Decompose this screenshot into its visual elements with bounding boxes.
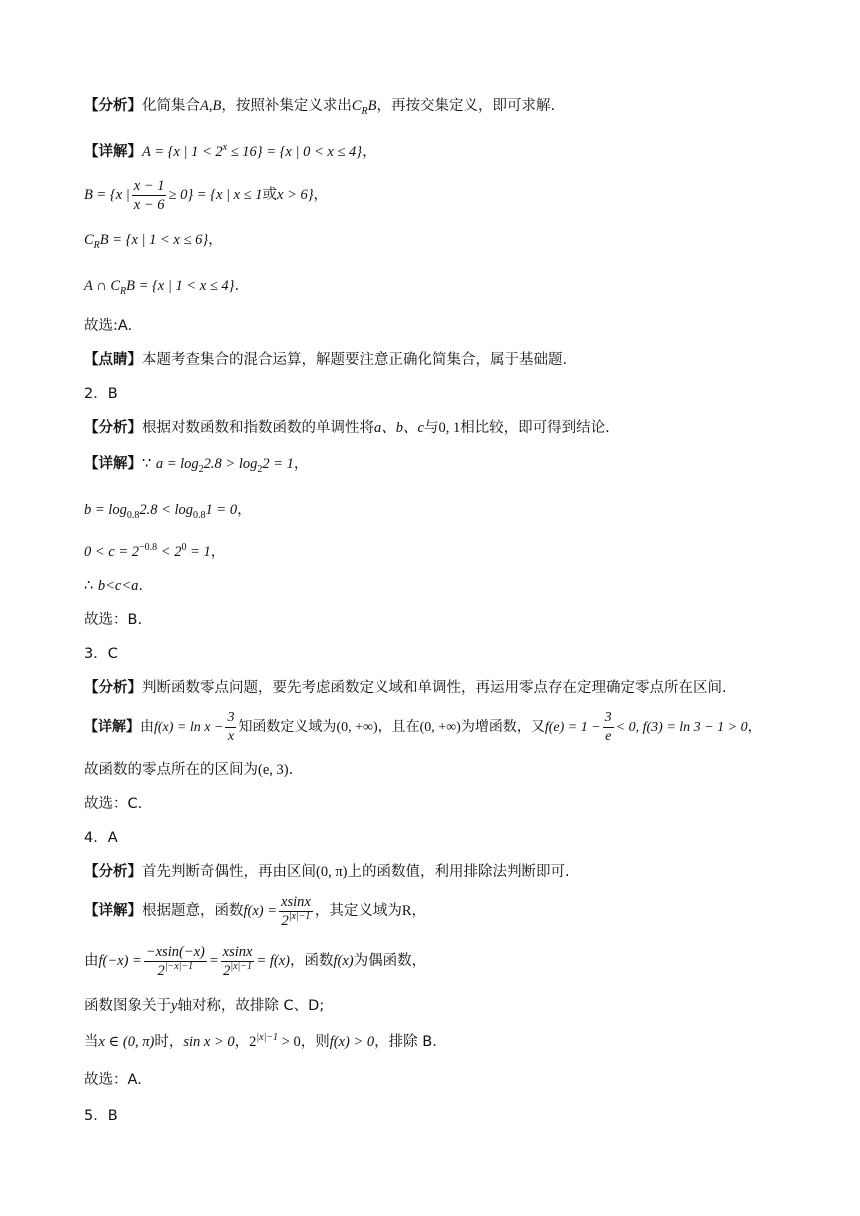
q1-comment: 【点睛】本题考查集合的混合运算，解题要注意正确化简集合，属于基础题. (84, 352, 568, 368)
q4-answer: 4．A (84, 830, 118, 846)
q1-choice: 故选:A. (84, 318, 133, 334)
q5-answer: 5．B (84, 1108, 118, 1124)
q1-detail-line2: B = {x | $\frac{x - 1}{x - 6}$ ≥ 0} = {x | x ≤ 1或x > 6}， (84, 177, 329, 213)
fraction: $\frac{3}{x}$ (227, 709, 235, 744)
detail-label: 【详解】 (84, 719, 140, 735)
detail-label: 【详解】 (84, 903, 142, 919)
fraction: $\frac{xsinx}{2^{|x|-1}}$ (281, 893, 311, 929)
analysis-label: 【分析】 (84, 864, 142, 880)
q2-detail-line2: $b = \log_{0.8}2.8 < \log_{0.8}1 = 0$， (84, 502, 252, 521)
q4-detail-line3: 函数图象关于y轴对称，故排除 C、D; (84, 998, 325, 1014)
fraction: $\frac{-xsin(-x)}{2^{|-x|-1}}$ (145, 943, 205, 979)
q1-detail-line1: 【详解】A = {x | $1 < 2^x \le 16\} = \{x$ | 0 < x ≤ 4}， (84, 142, 377, 160)
q3-choice: 故选：C. (84, 796, 143, 812)
q4-detail-line2: 由f(−x) = $\frac{-xsin(-x)}{2^{|-x|-1}}$ = $\frac{xsinx}{2^{|x|-1}}$ = f(x)，函数f(x)为偶函数， (84, 943, 427, 979)
q2-answer: 2．B (84, 386, 118, 402)
q3-detail-line2: 故函数的零点所在的区间为(e, 3). (84, 762, 294, 778)
analysis-label: 【分析】 (84, 680, 142, 696)
q1-analysis: 【分析】化简集合A,B，按照补集定义求出$C_RB$，再按交集定义，即可求解. (84, 98, 556, 117)
q2-detail-line1: 【详解】∵ $a = \log_22.8 > \log_22 = 1$， (84, 456, 309, 475)
q4-choice: 故选：A. (84, 1072, 142, 1088)
q2-analysis: 【分析】根据对数函数和指数函数的单调性将a、b、c与0, 1相比较，即可得到结论. (84, 420, 610, 436)
q3-analysis: 【分析】判断函数零点问题，要先考虑函数定义域和单调性，再运用零点存在定理确定零点所在区间. (84, 680, 727, 696)
q3-detail-line1: 【详解】由f(x) = ln x − $\frac{3}{x}$ 知函数定义域为(0, +∞)，且在(0, +∞)为增函数，又f(e) = 1 − $\frac{3}{e}$ < 0, f(3) = ln 3 − 1 > 0， (84, 709, 762, 744)
q3-answer: 3．C (84, 646, 118, 662)
q1-detail-line3: $C_RB = \{x$ | 1 < x ≤ 6}， (84, 232, 223, 251)
q2-detail-line4: ∴ b<c<a. (84, 578, 143, 594)
detail-label: 【详解】 (84, 144, 142, 160)
q2-detail-line3: $0 < c = 2^{-0.8} < 2^0 = 1$， (84, 542, 226, 560)
analysis-label: 【分析】 (84, 98, 142, 114)
comment-label: 【点睛】 (84, 352, 142, 368)
fraction: $\frac{3}{e}$ (604, 709, 612, 744)
detail-label: 【详解】 (84, 456, 142, 472)
q4-detail-line4: 当x ∈ (0, π)时，sin x > 0，$2^{|x|-1} > 0$，则f(x) > 0，排除 B. (84, 1032, 437, 1050)
analysis-label: 【分析】 (84, 420, 142, 436)
q2-choice: 故选：B. (84, 612, 143, 628)
q4-detail-line1: 【详解】根据题意，函数f(x) = $\frac{xsinx}{2^{|x|-1}}$ ，其定义域为R， (84, 893, 426, 929)
q4-analysis: 【分析】首先判断奇偶性，再由区间(0, π)上的函数值，利用排除法判断即可. (84, 864, 570, 880)
fraction: $\frac{x - 1}{x - 6}$ (133, 177, 165, 213)
fraction: $\frac{xsinx}{2^{|x|-1}}$ (222, 943, 253, 979)
q1-detail-line4: A ∩ $C_RB = \{x$ | 1 < x ≤ 4}. (84, 278, 240, 297)
